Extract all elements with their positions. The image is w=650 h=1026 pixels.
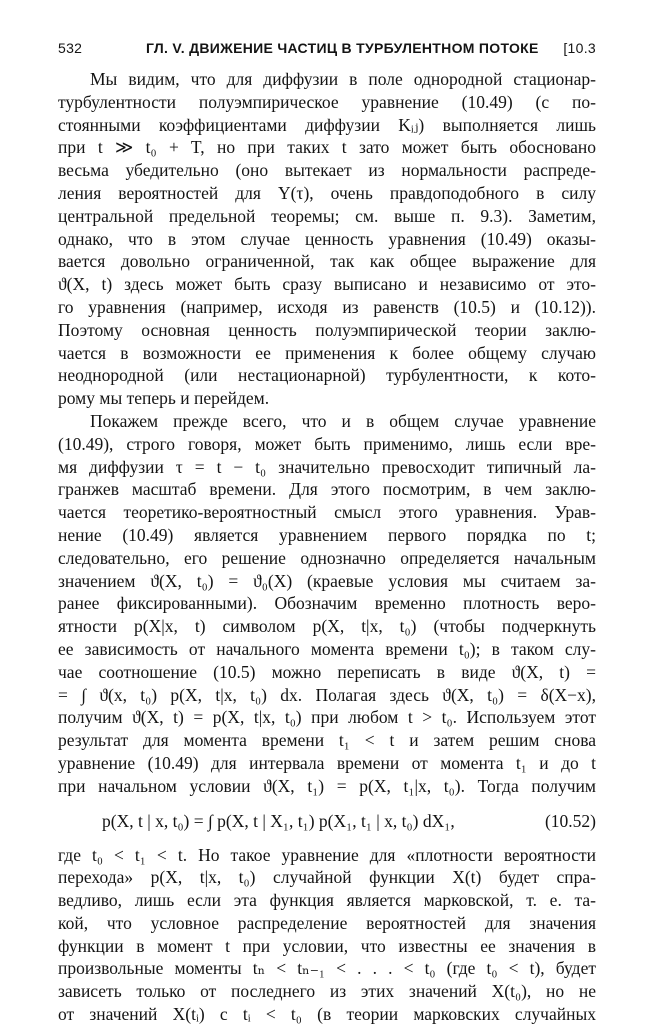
text-line: произвольные моменты tₙ < tₙ₋₁ < . . . < t₀ (где t₀ < t), будет <box>58 958 596 979</box>
text-line: го уравнения (например, исходя из равенств (10.5) и (10.12)). <box>58 296 596 317</box>
text-line: рому мы теперь и перейдем. <box>58 388 270 409</box>
text-line: Покажем прежде всего, что и в общем случае уравнение <box>90 410 596 431</box>
text-line: ϑ(X, t) здесь может быть сразу выписано и независимо от это- <box>58 274 596 295</box>
paragraph-2 <box>58 410 596 798</box>
text-line: ее зависимость от начального момента времени t₀); в таком слу- <box>58 638 596 659</box>
equation-10-52 <box>58 798 596 844</box>
text-line: кой, что условное распределение вероятностей для значения <box>58 912 596 933</box>
text-line: функции в момент t при условии, что известны ее значения в <box>58 935 596 956</box>
text-line: нение (10.49) является уравнением первого порядка по t; <box>58 524 596 545</box>
running-title: ГЛ. V. ДВИЖЕНИЕ ЧАСТИЦ В ТУРБУЛЕНТНОМ ПОТОКЕ <box>146 40 539 56</box>
text-line: гранжев масштаб времени. Для этого посмотрим, в чем заклю- <box>58 479 596 500</box>
text-line: при t ≫ t₀ + T, но при таких t зато может быть обосновано <box>58 137 596 158</box>
text-line: следовательно, его решение однозначно определяется начальным <box>58 547 596 568</box>
paragraph-1 <box>58 68 596 410</box>
text-line: результат для момента времени t₁ < t и затем решим снова <box>58 730 596 751</box>
text-line: где t₀ < t₁ < t. Но такое уравнение для «плотности вероятности <box>58 844 596 865</box>
text-line: турбулентности полуэмпирическое уравнение (10.49) (с по- <box>58 91 596 112</box>
text-line: = ∫ ϑ(x, t₀) p(X, t|x, t₀) dx. Полагая здесь ϑ(X, t₀) = δ(X−x), <box>58 684 596 705</box>
text-line: чается теоретико-вероятностный смысл этого уравнения. Урав- <box>58 502 596 523</box>
text-line: перехода» p(X, t|x, t₀) случайной функции X(t) будет спра- <box>58 867 596 888</box>
text-line: неоднородной (или нестационарной) турбулентности, к кото- <box>58 365 596 386</box>
text-line: однако, что в этом случае ценность уравнения (10.49) оказы- <box>58 228 596 249</box>
page-number: 532 <box>58 40 83 56</box>
text-line: чае соотношение (10.5) можно переписать в виде ϑ(X, t) = <box>58 661 596 682</box>
text-line: Мы видим, что для диффузии в поле однородной стационар- <box>90 69 596 89</box>
text-line: ранее фиксированными). Обозначим временно плотность веро- <box>58 593 596 614</box>
page-body <box>58 68 596 1026</box>
text-line: при начальном условии ϑ(X, t₁) = p(X, t₁|x, t₀). Тогда получим <box>58 775 596 796</box>
section-number: [10.3 <box>563 40 596 56</box>
text-line: центральной предельной теоремы; см. выше п. 9.3). Заметим, <box>58 205 596 226</box>
text-line: ятности p(X|x, t) символом p(X, t|x, t₀) (чтобы подчеркнуть <box>58 616 596 637</box>
paragraph-3 <box>58 844 596 1026</box>
text-line: вается довольно ограниченной, так как общее выражение для <box>58 251 596 272</box>
text-line: зависеть только от последнего из этих значений X(t₀), но не <box>58 981 596 1002</box>
text-line: чается в возможности ее применения к более общему случаю <box>58 342 596 363</box>
text-line: мя диффузии τ = t − t₀ значительно превосходит типичный ла- <box>58 456 596 477</box>
text-line: стоянными коэффициентами диффузии Kᵢⱼ) выполняется лишь <box>58 114 596 135</box>
text-line: весьма убедительно (оно вытекает из нормальности распреде- <box>58 160 596 181</box>
equation-text: p(X, t | x, t₀) = ∫ p(X, t | X₁, t₁) p(X₁, t₁ | x, t₀) dX₁, <box>102 810 455 831</box>
text-line: Поэтому основная ценность полуэмпирической теории заклю- <box>58 319 596 340</box>
running-header <box>58 40 596 64</box>
text-line: значением ϑ(X, t₀) = ϑ₀(X) (краевые условия мы считаем за- <box>58 570 596 591</box>
equation-number: (10.52) <box>544 810 596 831</box>
text-line: уравнение (10.49) для интервала времени от момента t₁ и до t <box>58 752 596 773</box>
text-line: получим ϑ(X, t) = p(X, t|x, t₀) при любом t > t₀. Используем этот <box>58 707 596 728</box>
text-line: (10.49), строго говоря, может быть применимо, лишь если вре- <box>58 433 596 454</box>
text-line: ведливо, лишь если эта функция является марковской, т. е. та- <box>58 890 596 911</box>
text-line: ления вероятностей для Y(τ), очень правдоподобного в силу <box>58 182 596 203</box>
text-line: от значений X(tᵢ) с tᵢ < t₀ (в теории марковских случайных <box>58 1004 596 1025</box>
